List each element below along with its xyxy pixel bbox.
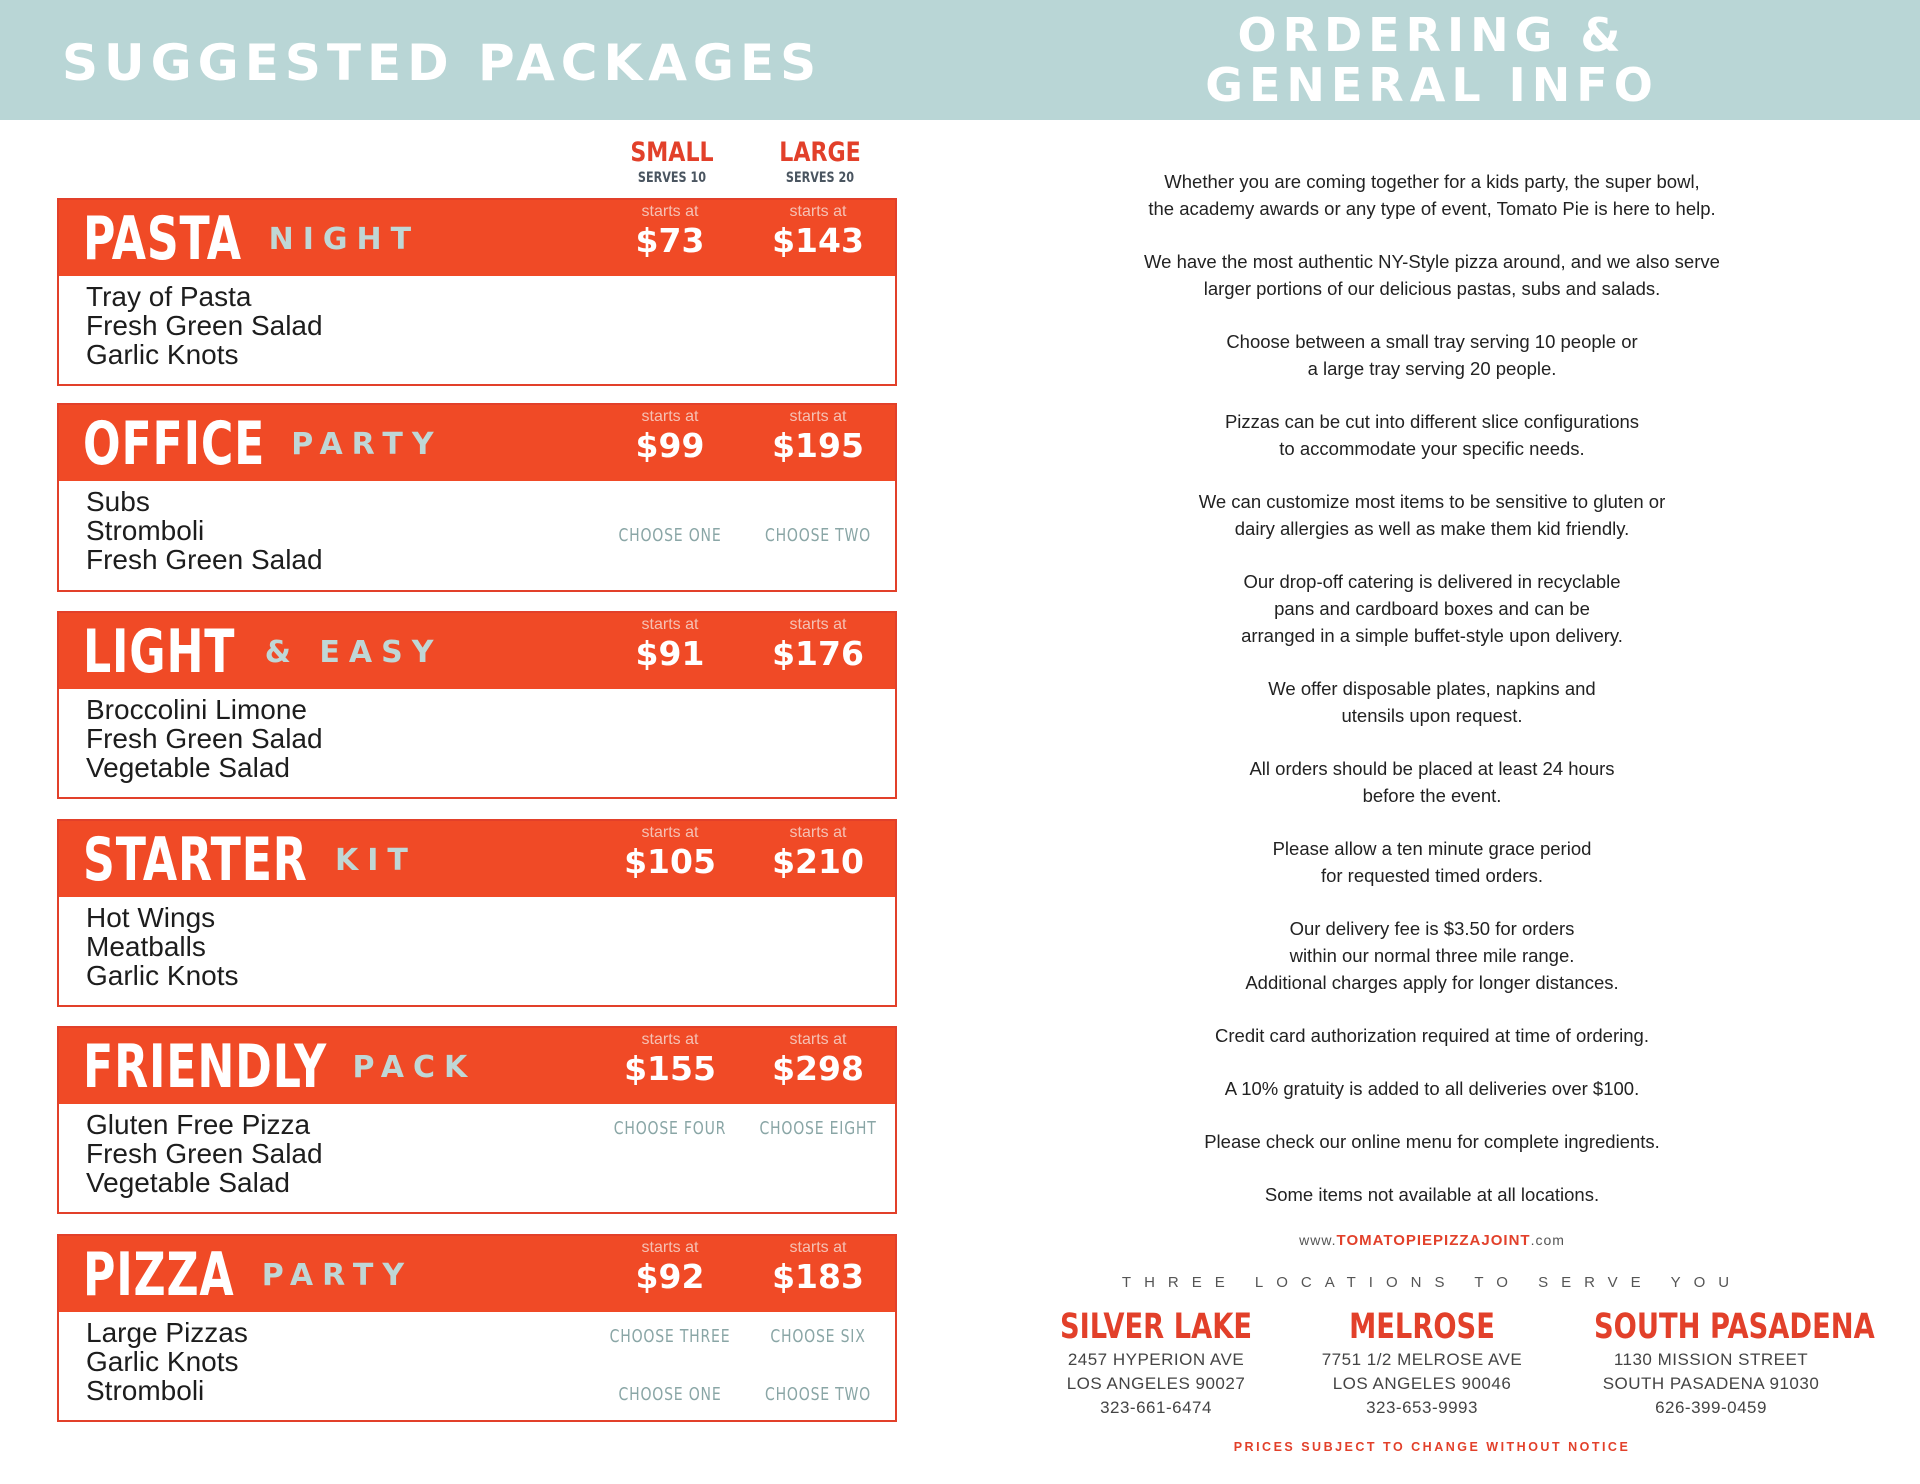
small-price (600, 1238, 740, 1296)
package-item: Fresh Green Salad (86, 723, 323, 754)
package-item: Vegetable Salad (86, 752, 290, 783)
large-choice-label: CHOOSE EIGHT (759, 1118, 877, 1139)
package-title (83, 1032, 476, 1102)
info-paragraph: All orders should be placed at least 24 hours before the event. (1249, 758, 1615, 806)
package-item: Fresh Green Salad (86, 544, 323, 575)
location-silver-lake (1006, 1306, 1306, 1420)
large-price (748, 202, 888, 260)
package-item: Gluten Free Pizza (86, 1109, 311, 1140)
large-price-amount: $176 (772, 634, 864, 673)
package-item: Subs (86, 486, 150, 517)
large-price (748, 407, 888, 465)
info-paragraph: We have the most authentic NY-Style pizza around, and we also serve larger portions of our delicious pastas, subs and salads. (1144, 251, 1720, 299)
package-title-main: LIGHT (83, 617, 236, 687)
location-phone: 626-399-0459 (1655, 1398, 1767, 1417)
info-paragraph: Our drop-off catering is delivered in recyclable pans and cardboard boxes and can be arranged in a simple buffet-style upon delivery. (1241, 571, 1623, 646)
website-link[interactable] (1070, 1232, 1794, 1249)
package-title (83, 617, 442, 687)
small-serves-label: SERVES 10 (637, 170, 707, 186)
ordering-title-line-2: GENERAL INFO (1205, 58, 1659, 112)
location-melrose (1272, 1306, 1572, 1420)
large-price-amount: $143 (772, 221, 864, 260)
package-title-main: FRIENDLY (83, 1032, 327, 1102)
location-south-pasadena (1561, 1306, 1875, 1420)
package-header (59, 405, 895, 481)
location-name: SOUTH PASADENA (1594, 1307, 1875, 1347)
suggested-packages-title: SUGGESTED PACKAGES (62, 34, 823, 92)
small-choice-label: CHOOSE ONE (618, 1384, 722, 1405)
large-price-amount: $298 (772, 1049, 864, 1088)
ordering-title-line-1: ORDERING & (1237, 8, 1627, 62)
starts-at-label: starts at (789, 1239, 847, 1256)
small-price (600, 615, 740, 673)
package-item: Garlic Knots (86, 339, 239, 370)
small-price-amount: $91 (635, 634, 705, 673)
location-phone: 323-661-6474 (1100, 1398, 1212, 1417)
package-header (59, 1028, 895, 1104)
info-paragraph: Please allow a ten minute grace period for requested timed orders. (1272, 838, 1592, 886)
package-items (59, 897, 895, 990)
package-starter-kit (57, 819, 897, 1007)
large-price (748, 1030, 888, 1088)
package-item: Broccolini Limone (86, 694, 307, 725)
small-column-header (602, 138, 742, 188)
package-items (59, 1312, 895, 1405)
large-price (748, 615, 888, 673)
small-price (600, 1030, 740, 1088)
package-pizza-party (57, 1234, 897, 1422)
large-choice-label: CHOOSE SIX (770, 1326, 866, 1347)
info-paragraph: Credit card authorization required at time of ordering. (1215, 1025, 1649, 1046)
starts-at-label: starts at (641, 1239, 699, 1256)
website-domain: TOMATOPIEPIZZAJOINT (1336, 1232, 1531, 1249)
info-paragraph: We offer disposable plates, napkins and utensils upon request. (1268, 678, 1596, 726)
location-street: 2457 HYPERION AVE (1067, 1350, 1245, 1369)
package-title (83, 1240, 413, 1310)
package-item: Stromboli (86, 1375, 205, 1406)
info-paragraph: Whether you are coming together for a kids party, the super bowl, the academy awards or any type of event, Tomato Pie is here to help. (1148, 171, 1716, 219)
starts-at-label: starts at (789, 408, 847, 425)
large-price (748, 823, 888, 881)
website-suffix: .com (1530, 1232, 1565, 1248)
package-item: Large Pizzas (86, 1317, 248, 1348)
starts-at-label: starts at (641, 1031, 699, 1048)
package-item: Vegetable Salad (86, 1167, 290, 1198)
package-title-main: PASTA (83, 204, 242, 274)
large-choice-label: CHOOSE TWO (764, 525, 872, 546)
info-paragraph: Some items not available at all locations. (1264, 1184, 1600, 1205)
small-choice-label: CHOOSE ONE (618, 525, 722, 546)
location-street: 1130 MISSION STREET (1613, 1350, 1809, 1369)
package-title (83, 204, 420, 274)
package-title-main: PIZZA (83, 1240, 235, 1310)
location-phone: 323-653-9993 (1366, 1398, 1478, 1417)
package-title (83, 409, 443, 479)
package-title-sub: PARTY (261, 1257, 414, 1293)
info-paragraph: Please check our online menu for complete ingredients. (1204, 1131, 1660, 1152)
website-prefix: www. (1299, 1232, 1337, 1248)
package-light-easy (57, 611, 897, 799)
package-title-sub: NIGHT (268, 221, 421, 257)
small-choice-label: CHOOSE THREE (609, 1326, 731, 1347)
package-header (59, 613, 895, 689)
package-item: Meatballs (86, 931, 206, 962)
ordering-info-title (1070, 10, 1794, 110)
package-item: Stromboli (86, 515, 205, 546)
small-choice-label: CHOOSE FOUR (613, 1118, 727, 1139)
starts-at-label: starts at (789, 616, 847, 633)
package-item: Hot Wings (86, 902, 216, 933)
large-price-amount: $210 (772, 842, 864, 881)
package-pasta-night (57, 198, 897, 386)
package-items (59, 276, 895, 369)
package-items (59, 689, 895, 782)
location-city: LOS ANGELES 90027 (1066, 1374, 1246, 1393)
locations-heading: THREE LOCATIONS TO SERVE YOU (1121, 1274, 1743, 1291)
package-header (59, 1236, 895, 1312)
info-paragraph: A 10% gratuity is added to all deliveries over $100. (1224, 1078, 1640, 1099)
large-price-amount: $195 (772, 426, 864, 465)
package-title-sub: KIT (334, 842, 417, 878)
location-name: MELROSE (1349, 1307, 1495, 1347)
package-title-sub: PACK (352, 1049, 477, 1085)
small-price-amount: $92 (635, 1257, 705, 1296)
large-price-amount: $183 (772, 1257, 864, 1296)
package-item: Garlic Knots (86, 960, 239, 991)
package-office-party (57, 403, 897, 592)
package-title-sub: & EASY (264, 634, 443, 670)
starts-at-label: starts at (789, 1031, 847, 1048)
package-item: Garlic Knots (86, 1346, 239, 1377)
large-column-header (750, 138, 890, 188)
starts-at-label: starts at (641, 616, 699, 633)
small-price-amount: $105 (624, 842, 716, 881)
ordering-info (1070, 168, 1794, 1234)
package-title-main: OFFICE (83, 409, 266, 479)
package-header (59, 200, 895, 276)
info-paragraph: Choose between a small tray serving 10 people or a large tray serving 20 people. (1226, 331, 1638, 379)
location-city: LOS ANGELES 90046 (1332, 1374, 1512, 1393)
small-price (600, 823, 740, 881)
starts-at-label: starts at (789, 824, 847, 841)
package-title (83, 825, 417, 895)
package-title-sub: PARTY (291, 426, 443, 462)
price-disclaimer: PRICES SUBJECT TO CHANGE WITHOUT NOTICE (1233, 1440, 1631, 1454)
package-items (59, 1104, 895, 1197)
small-price (600, 407, 740, 465)
large-choice-label: CHOOSE TWO (764, 1384, 872, 1405)
small-price (600, 202, 740, 260)
package-title-main: STARTER (83, 825, 308, 895)
location-name: SILVER LAKE (1059, 1307, 1253, 1347)
package-items (59, 481, 895, 574)
large-price (748, 1238, 888, 1296)
location-city: SOUTH PASADENA 91030 (1602, 1374, 1820, 1393)
package-item: Tray of Pasta (86, 281, 252, 312)
package-item: Fresh Green Salad (86, 310, 323, 341)
info-paragraph: Pizzas can be cut into different slice configurations to accommodate your specific needs. (1224, 411, 1640, 459)
large-size-label: LARGE (779, 137, 861, 168)
small-price-amount: $99 (635, 426, 705, 465)
starts-at-label: starts at (641, 824, 699, 841)
starts-at-label: starts at (641, 203, 699, 220)
info-paragraph: We can customize most items to be sensitive to gluten or dairy allergies as well as make them kid friendly. (1198, 491, 1666, 539)
package-friendly-pack (57, 1026, 897, 1214)
info-paragraph: Our delivery fee is $3.50 for orders within our normal three mile range. Additional charges apply for longer distances. (1245, 918, 1619, 993)
small-size-label: SMALL (630, 137, 714, 168)
package-header (59, 821, 895, 897)
starts-at-label: starts at (789, 203, 847, 220)
small-price-amount: $73 (635, 221, 705, 260)
large-serves-label: SERVES 20 (785, 170, 855, 186)
location-street: 7751 1/2 MELROSE AVE (1321, 1350, 1523, 1369)
starts-at-label: starts at (641, 408, 699, 425)
package-item: Fresh Green Salad (86, 1138, 323, 1169)
small-price-amount: $155 (624, 1049, 716, 1088)
